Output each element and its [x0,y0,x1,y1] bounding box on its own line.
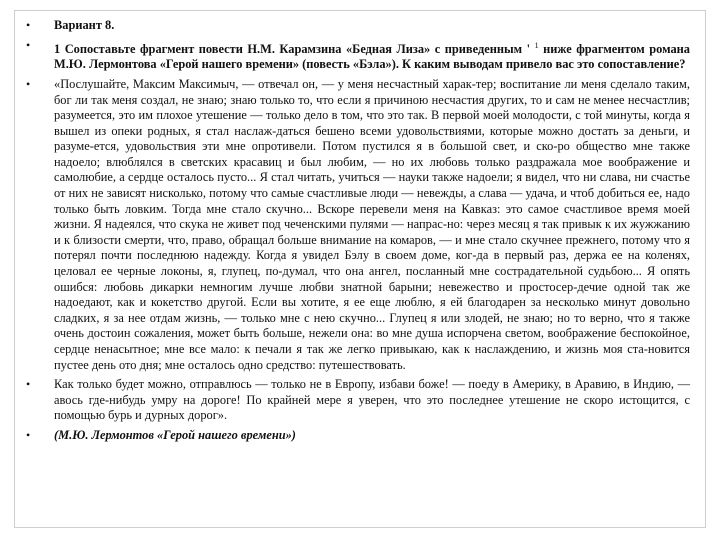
variant-title: Вариант 8. [54,18,115,32]
list-item-quote-end [24,377,690,424]
quote-main-text: «Послушайте, Максим Максимыч, — отвечал он, — у меня несчастный харак-тер; воспитание ли меня сделало таким, бог ли так меня создал, не знаю; знаю только то, что если я причиною несчастия других, то и сам не менее несчастлив; разумеется, это им плохое утешение — только дело в том, что это так. В первой моей молодости, с той минуты, когда я вышел из опеки родных, я стал наслаж-даться бешено всеми удовольствиями, которые можно достать за деньги, и разуме-ется, удовольствия эти мне опротивели. Потом пустился я в большой свет, и ско-ро общество мне также надоело; влюблялся в светских красавиц и был любим, — но их любовь только раздражала мое воображение и самолюбие, а сердце осталось пусто... Я стал читать, учиться — науки также надоели; я видел, что ни слава, ни счастье от них не зависят нисколько, потому что самые счастливые люди — невежды, а слава — удача, и чтоб добиться ее, надо только быть ловким. Тогда мне стало скучно... Вскоре перевели меня на Кавказ: это самое счастливое время моей жизни. Я надеялся, что скука не живет под чеченскими пулями — напрас-но: через месяц я так привык к их жужжанию и к близости смерти, что, право, обращал больше внимание на комаров, — и мне стало скучнее прежнего, потому что я потерял почти последнюю надежду. Когда я увидел Бэлу в своем доме, ког-да в первый раз, держа ее на коленях, целовал ее черные локоны, я, глупец, по-думал, что она ангел, посланный мне сострадательной судьбою... Я опять ошибся: любовь дикарки немногим лучше любви знатной барыни; невежество и простосер-дечие одной так же надоедают, как и кокетство другой. Если вы хотите, я ее еще люблю, я ей благодарен за несколько минут довольно сладких, я за нее отдам жизнь, — только мне с нею скучно... Глупец я или злодей, не знаю; но то верно, что я также очень достоин сожаления, может быть больше, нежели она: во мне душа испорчена светом, воображение беспокойное, сердце ненасытное; мне все мало: к печали я так же легко привыкаю, как к наслаждению, и жизнь моя ста-новится пустее день ото дня; мне осталось одно средство: путешествовать. [54,76,690,372]
bullet-icon: • [26,377,31,392]
list-item-quote [24,77,690,373]
task-text-part1: 1 Сопоставьте фрагмент повести Н.М. Карамзина «Бедная Лиза» с приведенным ' [54,41,531,56]
bullet-icon: • [26,37,31,52]
task-text-part2: ниже фрагментом романа М.Ю. Лермонтова «Герой нашего времени» (повесть «Бэла»). К каким выводам привело вас это сопоставление? [54,41,690,72]
source-citation: (М.Ю. Лермонтов «Герой нашего времени») [54,427,296,442]
list-item-variant [24,18,690,34]
bullet-list [24,18,690,448]
list-item-task [24,38,690,73]
bullet-icon: • [26,427,31,442]
bullet-icon: • [26,76,31,91]
task-superscript: 1 [534,40,539,50]
quote-end-text: Как только будет можно, отправлюсь — только не в Европу, избави боже! — поеду в Америку, в Аравию, в Индию, — авось где-нибудь умру на дороге! По крайней мере я уверен, что это последнее утешение не скоро истощится, с помощью бурь и дурных дорог». [54,377,690,423]
list-item-source [24,428,690,444]
bullet-icon: • [26,18,31,32]
